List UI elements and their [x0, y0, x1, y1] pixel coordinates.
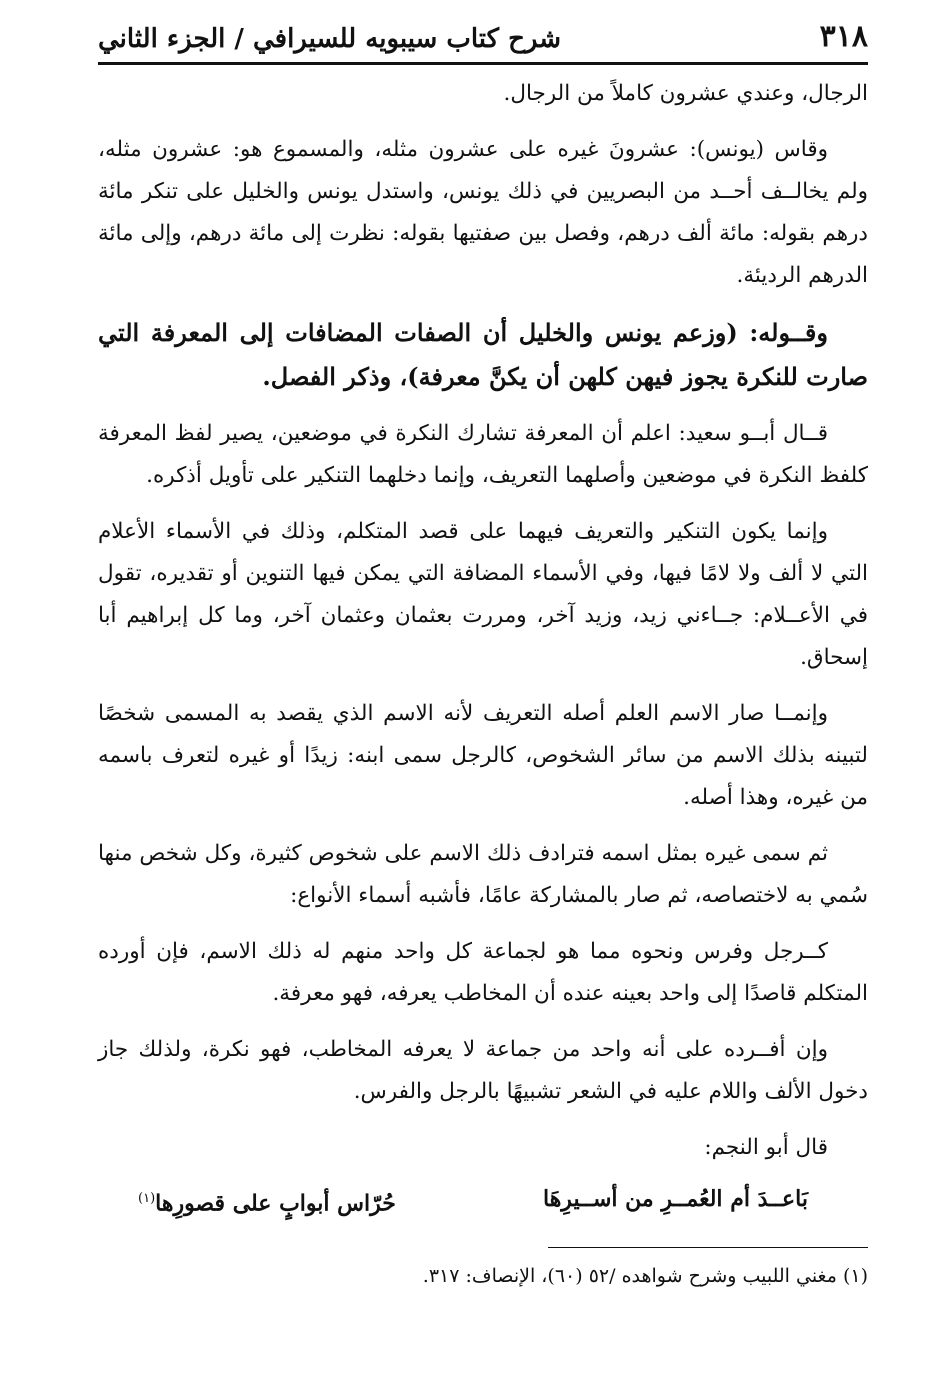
footnote: (١) مغني اللبيب وشرح شواهده /٥٢ (٦٠)، الإنصاف: ٣١٧.: [422, 1265, 868, 1288]
poetry-verse: [98, 1177, 868, 1225]
verse-intro: قال أبو النجم:: [704, 1135, 828, 1160]
footnote-marker: (١): [138, 1191, 156, 1206]
quoted-text-paragraph: وقــوله: (وزعم يونس والخليل أن الصفات المضافات إلى المعرفة التي صارت للنكرة يجوز فيهن كلهن أن يكنَّ معرفة)، وذكر الفصل.: [98, 318, 868, 391]
paragraph: قــال أبــو سعيد: اعلم أن المعرفة تشارك النكرة في موضعين، يصير لفظ المعرفة كلفظ النكرة في موضعين وأصلهما التعريف، وإنما دخلهما التنكير على تأويل أذكره.: [98, 421, 868, 488]
page-number: ٣١٨: [819, 19, 868, 54]
running-title: شرح كتاب سيبويه للسيرافي / الجزء الثاني: [98, 24, 561, 54]
main-text: [98, 73, 868, 1169]
footnote-rule: [548, 1247, 868, 1248]
paragraph: وإنمــا صار الاسم العلم أصله التعريف لأنه الاسم الذي يقصد به المسمى شخصًا لتبينه بذلك الاسم من سائر الشخوص، كالرجل سمى ابنه: زيدًا أو غيره لتعرف باسمه من غيره، وهذا أصله.: [98, 701, 868, 810]
paragraph: وإنما يكون التنكير والتعريف فيهما على قصد المتكلم، وذلك في الأسماء الأعلام التي لا ألف ولا لامًا فيها، وفي الأسماء المضافة التي يمكن فيها التنوين أو تقديره، تقول في الأعــلام: جــاءني زيد، وزيد آخر، ومررت بعثمان وعثمان آخر، وما كل إبراهيم أبا إسحاق.: [98, 519, 868, 670]
paragraph: وقاس (يونس): عشرونَ غيره على عشرون مثله، والمسموع هو: عشرون مثله، ولم يخالــف أحــد من البصريين في ذلك يونس، واستدل يونس والخليل على تنكر مائة درهم بقوله: مائة ألف درهم، وفصل بين صفتيها بقوله: نظرت إلى مائة درهم، وإلى مائة الدرهم الرديئة.: [98, 137, 868, 288]
header-rule: [98, 62, 868, 65]
verse-hemistich-second-text: حُرّاس أبوابٍ على قصورِها: [155, 1190, 396, 1217]
verse-hemistich-first: بَاعــدَ أم العُمــرِ من أســيرِهَا: [543, 1186, 808, 1212]
paragraph: كــرجل وفرس ونحوه مما هو لجماعة كل واحد منهم له ذلك الاسم، فإن أورده المتكلم قاصدًا إلى واحد بعينه عنده أن المخاطب يعرفه، فهو معرفة.: [98, 939, 868, 1006]
paragraph: وإن أفــرده على أنه واحد من جماعة لا يعرفه المخاطب، فهو نكرة، ولذلك جاز دخول الألف واللام عليه في الشعر تشبيهًا بالرجل والفرس.: [98, 1037, 868, 1104]
page-header: [98, 0, 868, 52]
paragraph: ثم سمى غيره بمثل اسمه فترادف ذلك الاسم على شخوص كثيرة، وكل شخص منها سُمي به لاختصاصه، ثم صار بالمشاركة عامًا، فأشبه أسماء الأنواع:: [98, 841, 868, 908]
verse-hemistich-second: [138, 1177, 396, 1225]
paragraph: الرجال، وعندي عشرون كاملاً من الرجال.: [503, 81, 868, 106]
